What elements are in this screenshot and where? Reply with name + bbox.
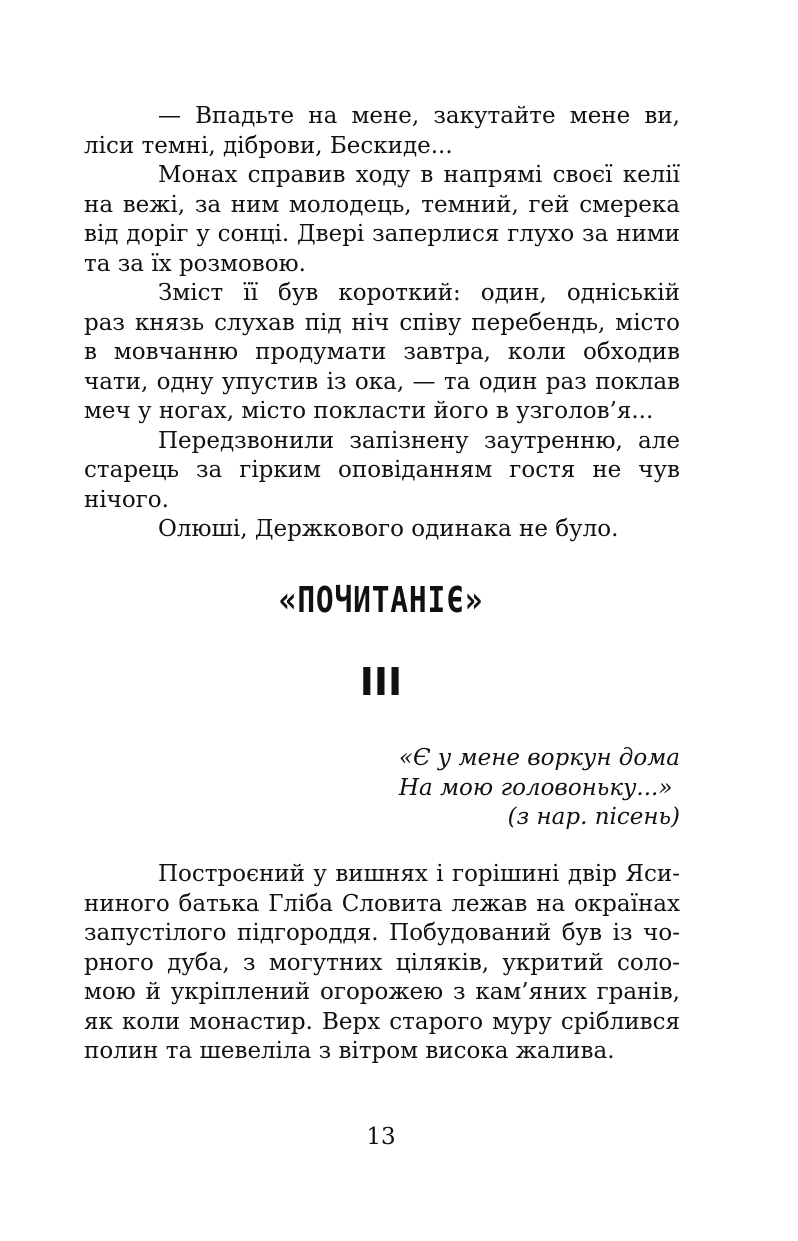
paragraph-line: як коли монастир. Верх старого муру сріблився [84,1008,680,1035]
epigraph-line: «Є у мене воркун дома [398,745,680,771]
chapter-number: III [359,660,403,704]
paragraph-line: в мовчанню продумати завтра, коли обходив [84,339,680,365]
paragraph-line: чати, одну упустив із ока, — та один раз поклав [84,368,680,395]
paragraph-line: старець за гірким оповіданням гостя не чув [84,457,680,483]
epigraph-line: На мою головоньку...» [398,774,673,801]
section-title: «ПОЧИТАНІЄ» [278,580,484,621]
top-text-block [84,102,680,545]
paragraph-line: нічого. [84,486,169,513]
epigraph-source: (з нар. пісень) [507,804,680,830]
paragraph-line: ліси темні, діброви, Бескиде... [84,132,453,159]
paragraph-line: Монах справив ходу в напрямі своєї келії [158,162,680,188]
paragraph-line: Олюші, Держкового одинака не було. [158,516,619,542]
paragraph-line: меч у ногах, місто покласти його в узголов’я... [84,398,654,424]
paragraph-line: раз князь слухав під ніч співу перебендь, місто [84,309,680,336]
page-number: 13 [366,1124,396,1150]
epigraph [399,744,680,833]
paragraph-line: Зміст її був короткий: один, одніській [158,280,680,306]
paragraph-line: полин та шевеліла з вітром висока жалива. [84,1038,615,1064]
paragraph-line: ниного батька Гліба Словита лежав на окраїнах [84,890,680,917]
paragraph-line: — Впадьте на мене, закутайте мене ви, [158,103,680,129]
paragraph-line: від доріг у сонці. Двері заперлися глухо за ними [84,221,680,247]
paragraph-line: запустілого підгороддя. Побудований був із чо- [84,920,680,946]
paragraph-line: Передзвонили запізнену заутренню, але [158,427,680,454]
paragraph-line: на вежі, за ним молодець, темний, гей смерека [84,191,680,218]
paragraph-line: Построєний у вишнях і горішині двір Яси- [158,861,680,887]
paragraph-line: та за їх розмовою. [84,250,306,277]
paragraph-line: рного дуба, з могутних ціляків, укритий соло- [84,949,680,976]
bottom-text-block [84,860,680,1067]
paragraph-line: мою й укріплений огорожею з кам’яних гранів, [84,979,680,1005]
